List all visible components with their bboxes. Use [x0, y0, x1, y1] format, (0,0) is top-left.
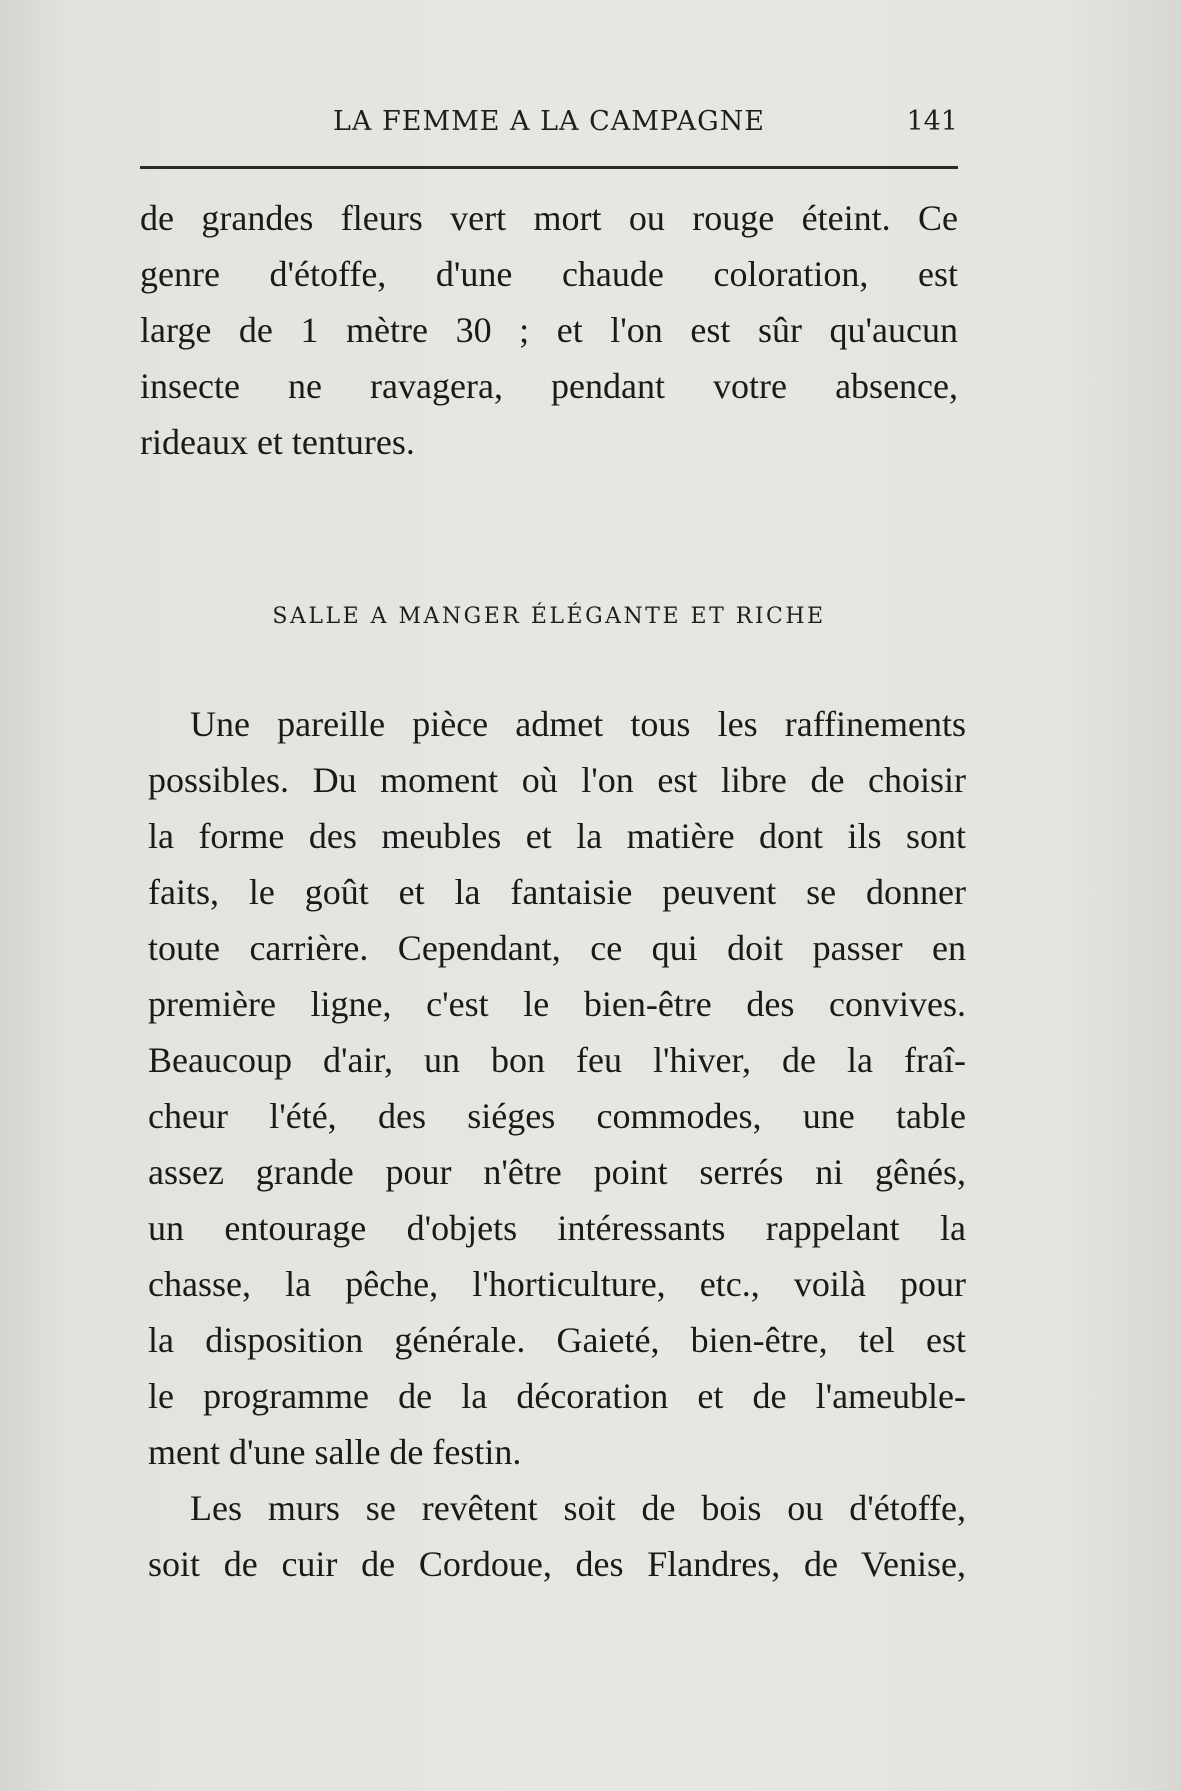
text-line: ment d'une salle de festin.	[148, 1432, 522, 1472]
text-line: insecte ne ravagera, pendant votre absence,	[140, 366, 958, 406]
text-line: Beaucoup d'air, un bon feu l'hiver, de la fraî-	[148, 1040, 966, 1080]
text-line: le programme de la décoration et de l'ameuble-	[148, 1376, 966, 1416]
text-line: soit de cuir de Cordoue, des Flandres, de Venise,	[148, 1544, 966, 1584]
section-body	[148, 696, 966, 1592]
text-line: faits, le goût et la fantaisie peuvent se donner	[148, 872, 966, 912]
paragraph-continued	[140, 190, 958, 470]
section-heading: SALLE A MANGER ÉLÉGANTE ET RICHE	[272, 604, 826, 629]
text-line: Une pareille pièce admet tous les raffinements	[190, 704, 966, 744]
text-line: première ligne, c'est le bien-être des convives.	[148, 984, 966, 1024]
page-header	[140, 100, 958, 146]
text-line: assez grande pour n'être point serrés ni gênés,	[148, 1152, 966, 1192]
page-number: 141	[906, 106, 958, 137]
text-line: cheur l'été, des siéges commodes, une table	[148, 1096, 966, 1136]
header-rule	[140, 166, 958, 169]
text-line: toute carrière. Cependant, ce qui doit passer en	[148, 928, 966, 968]
text-line: possibles. Du moment où l'on est libre de choisir	[148, 760, 966, 800]
text-line: genre d'étoffe, d'une chaude coloration, est	[140, 254, 958, 294]
text-line: Les murs se revêtent soit de bois ou d'étoffe,	[190, 1488, 966, 1528]
text-line: la disposition générale. Gaieté, bien-être, tel est	[148, 1320, 966, 1360]
text-line: de grandes fleurs vert mort ou rouge éteint. Ce	[140, 198, 958, 238]
running-title: LA FEMME A LA CAMPAGNE	[332, 106, 766, 137]
text-line: chasse, la pêche, l'horticulture, etc., voilà pour	[148, 1264, 966, 1304]
text-line: un entourage d'objets intéressants rappelant la	[148, 1208, 966, 1248]
text-line: rideaux et tentures.	[140, 422, 415, 462]
text-line: la forme des meubles et la matière dont ils sont	[148, 816, 966, 856]
text-line: large de 1 mètre 30 ; et l'on est sûr qu'aucun	[140, 310, 958, 350]
